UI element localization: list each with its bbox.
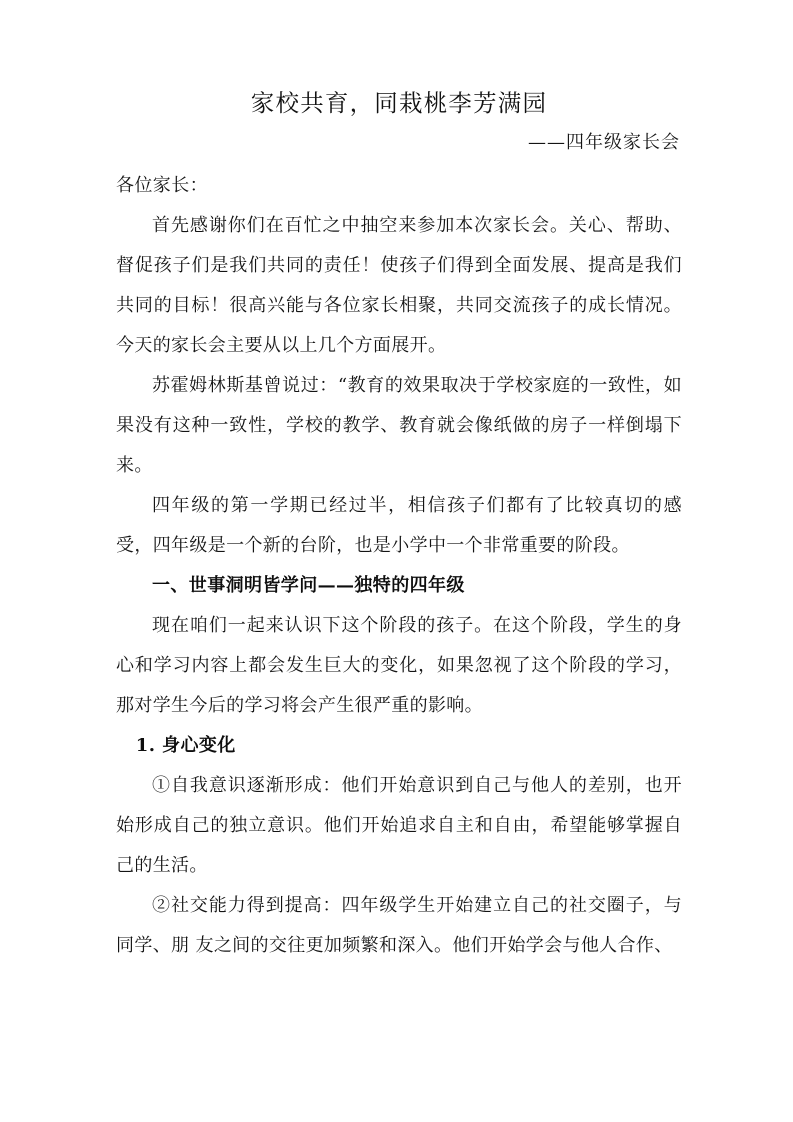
paragraph: 首先感谢你们在百忙之中抽空来参加本次家长会。关心、帮助、督促孩子们是我们共同的责任！使孩子们得到全面发展、提高是我们共同的目标！很高兴能与各位家长相聚，共同交流孩子的成长情况。今天的家长会主要从以上几个方面展开。 <box>116 215 682 356</box>
paragraph: 现在咱们一起来认识下这个阶段的孩子。在这个阶段，学生的身心和学习内容上都会发生巨大的变化，如果忽视了这个阶段的学习，那对学生今后的学习将会产生很严重的影响。 <box>116 615 682 716</box>
document-body <box>116 86 682 966</box>
document-subtitle: ——四年级家长会 <box>528 132 680 153</box>
paragraph: ①自我意识逐渐形成：他们开始意识到自己与他人的差别，也开始形成自己的独立意识。他们开始追求自主和自由，希望能够掌握自己的生活。 <box>116 775 682 876</box>
section-heading: 一、世事洞明皆学问——独特的四年级 <box>152 575 465 596</box>
paragraph: 苏霍姆林斯基曾说过：“教育的效果取决于学校家庭的一致性，如果没有这种一致性，学校的教学、教育就会像纸做的房子一样倒塌下来。 <box>116 375 682 476</box>
paragraph: 四年级的第一学期已经过半，相信孩子们都有了比较真切的感受，四年级是一个新的台阶，也是小学中一个非常重要的阶段。 <box>116 495 682 556</box>
paragraph: ②社交能力得到提高：四年级学生开始建立自己的社交圈子，与同学、朋 友之间的交往更加频繁和深入。他们开始学会与他人合作、 <box>116 895 682 956</box>
content-blocks <box>116 206 682 966</box>
document-title: 家校共育，同栽桃李芳满园 <box>250 89 548 117</box>
subsection-heading: 1. 身心变化 <box>135 735 236 756</box>
salutation: 各位家长： <box>116 175 208 196</box>
